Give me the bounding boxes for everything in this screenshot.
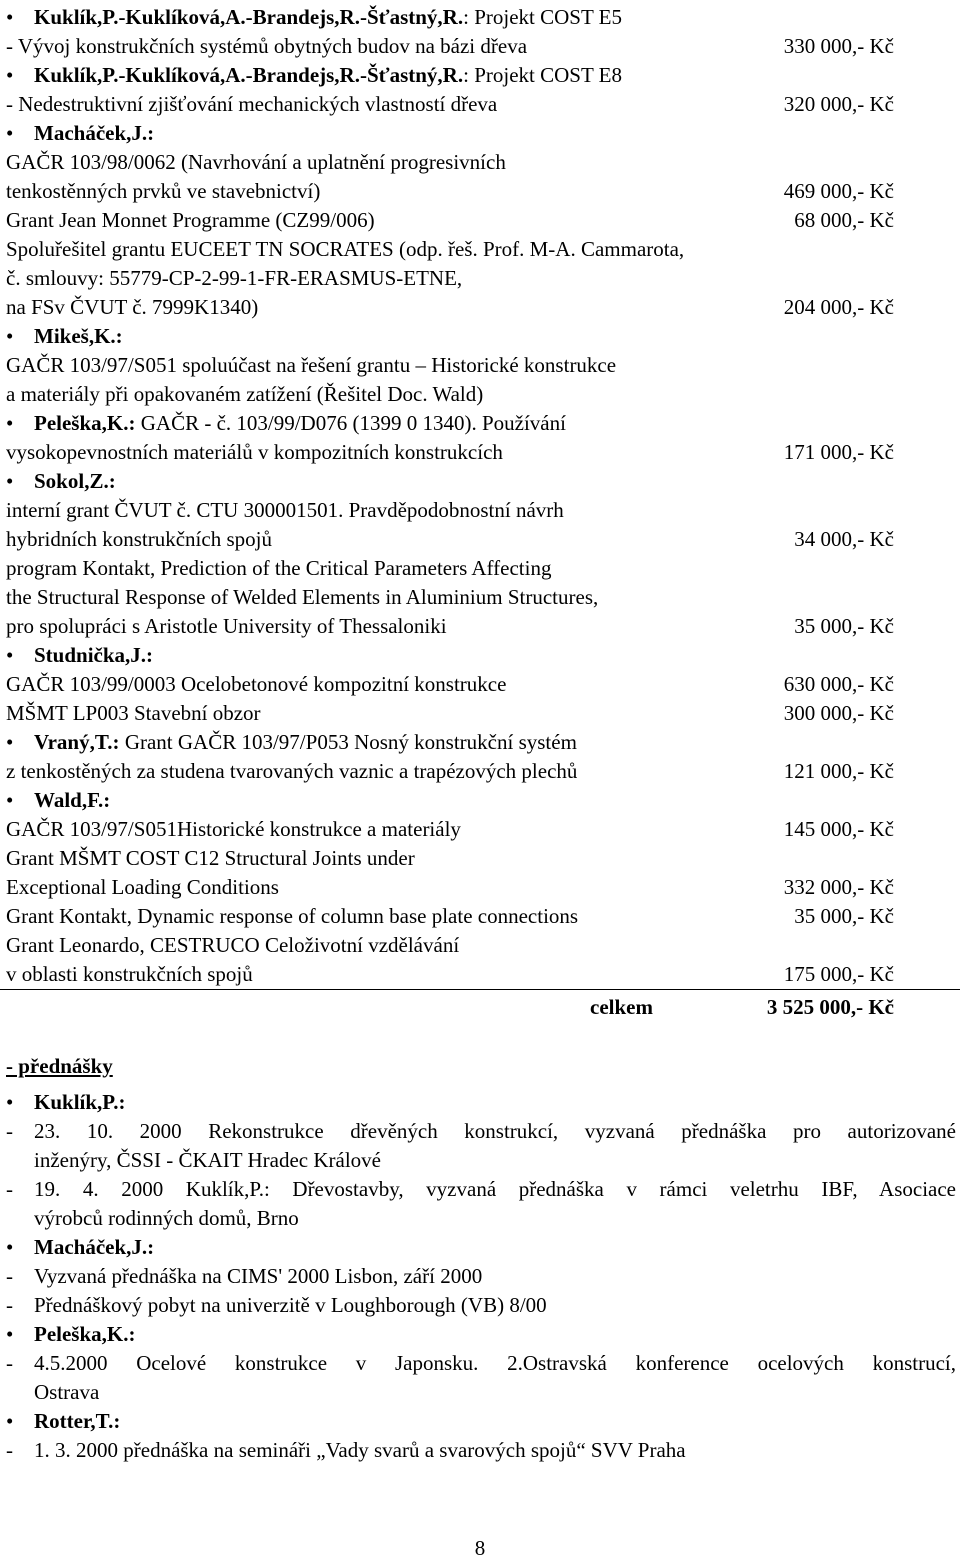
bullet: • <box>6 5 14 29</box>
bullet: • <box>6 121 14 145</box>
bullet: • <box>6 1090 14 1114</box>
grant-title: program Kontakt, Prediction of the Critical Parameters Affecting <box>6 556 552 580</box>
grant-line <box>6 555 894 581</box>
bullet: • <box>6 411 14 435</box>
bullet: • <box>6 324 14 348</box>
grant-line <box>6 352 894 378</box>
grant-line <box>6 178 894 204</box>
lecture-line <box>6 1205 922 1231</box>
grant-title: vysokopevnostních materiálů v kompozitních konstrukcích <box>6 440 503 464</box>
lecture-text: Vyzvaná přednáška na CIMS' 2000 Lisbon, září 2000 <box>34 1264 483 1288</box>
lecture-text: inženýry, ČSSI - ČKAIT Hradec Králové <box>34 1148 381 1172</box>
lecture-line <box>6 1118 956 1144</box>
grant-line <box>6 845 894 871</box>
lecture-line <box>6 1292 894 1318</box>
author-name: Sokol,Z.: <box>34 469 116 493</box>
author-line <box>6 468 894 494</box>
grant-amount: 204 000,- Kč <box>783 295 894 319</box>
bullet: • <box>6 1322 14 1346</box>
bullet: • <box>6 643 14 667</box>
dash: - <box>6 1264 13 1288</box>
lecture-text: 23. 10. 2000 Rekonstrukce dřevěných konstrukcí, vyzvaná přednáška pro autorizované <box>34 1119 956 1143</box>
grant-amount: 175 000,- Kč <box>783 962 894 986</box>
author-name: Rotter,T.: <box>34 1409 121 1433</box>
lecture-text: : Dřevostavby, vyzvaná přednáška v rámci veletrhu IBF, Asociace <box>263 1177 956 1201</box>
author-name: Wald,F.: <box>34 788 111 812</box>
grant-title: interní grant ČVUT č. CTU 300001501. Pravděpodobnostní návrh <box>6 498 564 522</box>
grant-title: - Nedestruktivní zjišťování mechanických vlastností dřeva <box>6 92 498 116</box>
grant-line <box>6 62 894 88</box>
lecture-line <box>6 1350 956 1376</box>
lectures-heading: - přednášky <box>6 1054 113 1078</box>
grant-title: tenkostěnných prvků ve stavebnictví) <box>6 179 321 203</box>
author-line <box>6 323 894 349</box>
grant-line <box>6 671 894 697</box>
total-amount: 3 525 000,- Kč <box>766 995 894 1019</box>
author-name: Kuklík,P.-Kuklíková,A.-Brandejs,R.-Šťastný,R. <box>34 5 464 29</box>
grant-line <box>6 903 894 929</box>
author-name: Macháček,J.: <box>34 1235 155 1259</box>
grant-line <box>6 91 894 117</box>
grant-line <box>6 758 894 784</box>
grant-amount: 630 000,- Kč <box>783 672 894 696</box>
author-line <box>6 642 894 668</box>
bullet: • <box>6 1235 14 1259</box>
grant-title: z tenkostěných za studena tvarovaných vaznic a trapézových plechů <box>6 759 578 783</box>
author-name: Peleška,K.: <box>34 411 136 435</box>
bullet: • <box>6 1409 14 1433</box>
grant-title: č. smlouvy: 55779-CP-2-99-1-FR-ERASMUS-ETNE, <box>6 266 463 290</box>
dash: - <box>6 1351 13 1375</box>
grant-title: GAČR 103/97/S051 spoluúčast na řešení grantu – Historické konstrukce <box>6 353 617 377</box>
lecture-text: výrobců rodinných domů, Brno <box>34 1206 299 1230</box>
grant-title: Spoluřešitel grantu EUCEET TN SOCRATES (odp. řeš. Prof. M-A. Cammarota, <box>6 237 685 261</box>
author-line <box>6 1089 894 1115</box>
lecture-line <box>6 1379 922 1405</box>
author-name: Kuklík,P.-Kuklíková,A.-Brandejs,R.-Šťastný,R. <box>34 63 464 87</box>
divider <box>0 989 960 990</box>
grant-amount: 320 000,- Kč <box>783 92 894 116</box>
author-line <box>6 120 894 146</box>
grant-amount: 171 000,- Kč <box>783 440 894 464</box>
author-line <box>6 1408 894 1434</box>
lecture-text: 19. 4. 2000 Kuklík,P. <box>34 1177 264 1201</box>
grant-title: MŠMT LP003 Stavební obzor <box>6 701 261 725</box>
grant-line <box>6 961 894 987</box>
author-name: Peleška,K.: <box>34 1322 136 1346</box>
grant-line <box>6 932 894 958</box>
grant-line <box>6 584 894 610</box>
grant-title: GAČR 103/98/0062 (Navrhování a uplatnění progresivních <box>6 150 506 174</box>
lecture-text: 4.5.2000 Ocelové konstrukce v Japonsku. 2.Ostravská konference ocelových konstrucí, <box>34 1351 956 1375</box>
grant-title: - Vývoj konstrukčních systémů obytných budov na bázi dřeva <box>6 34 528 58</box>
grant-line <box>6 729 894 755</box>
grant-line <box>6 294 894 320</box>
grant-title: Grant Kontakt, Dynamic response of column base plate connections <box>6 904 579 928</box>
grant-amount: 121 000,- Kč <box>783 759 894 783</box>
author-name: Macháček,J.: <box>34 121 155 145</box>
grant-line <box>6 816 894 842</box>
dash: - <box>6 1438 13 1462</box>
grant-title: na FSv ČVUT č. 7999K1340) <box>6 295 259 319</box>
grant-line <box>6 265 894 291</box>
grant-title: GAČR 103/99/0003 Ocelobetonové kompozitní konstrukce <box>6 672 507 696</box>
bullet: • <box>6 788 14 812</box>
grant-title: Grant MŠMT COST C12 Structural Joints under <box>6 846 415 870</box>
grant-amount: 469 000,- Kč <box>783 179 894 203</box>
grant-title: pro spolupráci s Aristotle University of Thessaloniki <box>6 614 447 638</box>
bullet: • <box>6 469 14 493</box>
grant-amount: 35 000,- Kč <box>794 904 894 928</box>
lecture-text: Přednáškový pobyt na univerzitě v Loughborough (VB) 8/00 <box>34 1293 547 1317</box>
grant-amount: 300 000,- Kč <box>783 701 894 725</box>
lecture-text: 1. 3. 2000 přednáška na semináři „Vady svarů a svarových spojů“ SVV Praha <box>34 1438 686 1462</box>
grant-title: Grant GAČR 103/97/P053 Nosný konstrukční systém <box>119 730 577 754</box>
dash: - <box>6 1293 13 1317</box>
grant-line <box>6 236 894 262</box>
grant-amount: 35 000,- Kč <box>794 614 894 638</box>
bullet: • <box>6 63 14 87</box>
grant-amount: 332 000,- Kč <box>783 875 894 899</box>
lecture-line <box>6 1263 894 1289</box>
grant-line <box>6 410 894 436</box>
grant-title: Grant Jean Monnet Programme (CZ99/006) <box>6 208 375 232</box>
grant-line <box>6 613 894 639</box>
grant-title: : Projekt COST E5 <box>463 5 622 29</box>
lecture-text: Ostrava <box>34 1380 100 1404</box>
grant-amount: 145 000,- Kč <box>783 817 894 841</box>
grant-line <box>6 381 894 407</box>
lecture-line <box>6 1176 956 1202</box>
grant-title: hybridních konstrukčních spojů <box>6 527 272 551</box>
dash: - <box>6 1119 13 1143</box>
total-line <box>6 994 894 1020</box>
grant-title: the Structural Response of Welded Elements in Aluminium Structures, <box>6 585 599 609</box>
grant-line <box>6 874 894 900</box>
author-name: Kuklík,P.: <box>34 1090 126 1114</box>
grant-line <box>6 497 894 523</box>
grant-title: Grant Leonardo, CESTRUCO Celoživotní vzdělávání <box>6 933 460 957</box>
bullet: • <box>6 730 14 754</box>
grant-title: a materiály při opakovaném zatížení (Řešitel Doc. Wald) <box>6 382 484 406</box>
grant-title: Exceptional Loading Conditions <box>6 875 279 899</box>
grant-line <box>6 439 894 465</box>
author-line <box>6 1234 894 1260</box>
grant-title: : Projekt COST E8 <box>463 63 622 87</box>
grant-amount: 68 000,- Kč <box>794 208 894 232</box>
page-number: 8 <box>474 1536 486 1560</box>
author-name: Studnička,J.: <box>34 643 154 667</box>
lecture-line <box>6 1147 922 1173</box>
grant-line <box>6 207 894 233</box>
grant-amount: 34 000,- Kč <box>794 527 894 551</box>
grant-line <box>6 33 894 59</box>
grant-title: GAČR - č. 103/99/D076 (1399 0 1340). Používání <box>135 411 566 435</box>
section-heading <box>6 1053 894 1079</box>
dash: - <box>6 1177 13 1201</box>
author-name: Vraný,T.: <box>34 730 120 754</box>
grant-title: GAČR 103/97/S051Historické konstrukce a materiály <box>6 817 461 841</box>
grant-line <box>6 149 894 175</box>
author-name: Mikeš,K.: <box>34 324 123 348</box>
author-line <box>6 787 894 813</box>
grant-title: v oblasti konstrukčních spojů <box>6 962 253 986</box>
author-line <box>6 1321 894 1347</box>
lecture-line <box>6 1437 894 1463</box>
total-label: celkem <box>590 995 653 1019</box>
grant-line <box>6 700 894 726</box>
grant-amount: 330 000,- Kč <box>783 34 894 58</box>
grant-line <box>6 526 894 552</box>
grant-line <box>6 4 894 30</box>
